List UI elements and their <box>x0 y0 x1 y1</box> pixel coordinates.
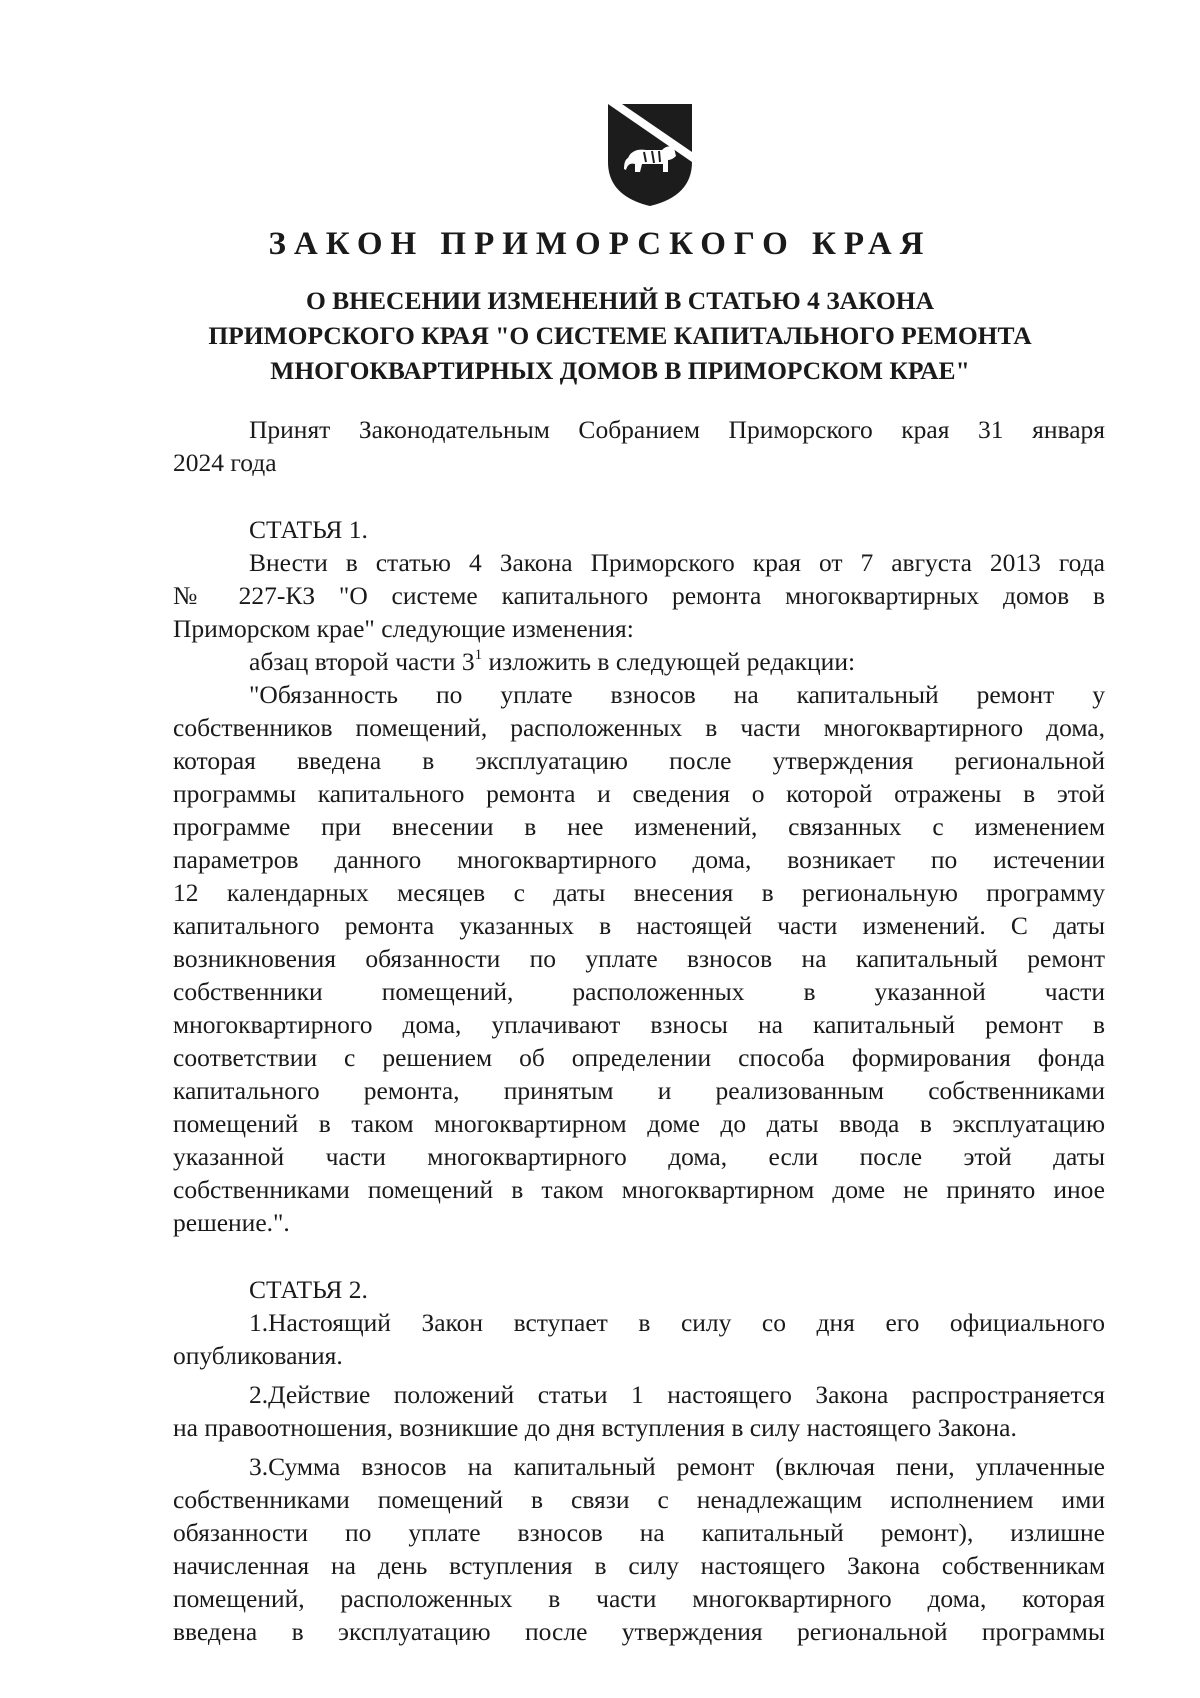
article-2-heading <box>173 1273 1105 1306</box>
subtitle-line: ПРИМОРСКОГО КРАЯ "О СИСТЕМЕ КАПИТАЛЬНОГО РЕМОНТА <box>208 321 1032 350</box>
change-text-post: изложить в следующей редакции: <box>482 647 856 676</box>
text-line: соответствии с решением об определении способа формирования фонда <box>173 1043 1105 1072</box>
text-line: 12 календарных месяцев с даты внесения в региональную программу <box>173 878 1105 907</box>
text-line: собственники помещений, расположенных в указанной части <box>173 977 1105 1006</box>
article-1-change <box>173 645 1105 678</box>
text-line: 2024 года <box>173 448 277 477</box>
text-line: на правоотношения, возникшие до дня вступления в силу настоящего Закона. <box>173 1413 1017 1442</box>
text-line: параметров данного многоквартирного дома, возникает по истечении <box>173 845 1105 874</box>
article-2-paragraph-2 <box>173 1378 1105 1444</box>
law-subtitle <box>160 283 1080 388</box>
text-line: собственников помещений, расположенных в части многоквартирного дома, <box>173 713 1105 742</box>
change-text-pre: абзац второй части 3 <box>249 647 475 676</box>
law-title: ЗАКОН ПРИМОРСКОГО КРАЯ <box>268 226 932 262</box>
heading-text: СТАТЬЯ 2. <box>249 1275 368 1304</box>
text-line: многоквартирного дома, уплачивают взносы на капитальный ремонт в <box>173 1010 1105 1039</box>
text-line: опубликования. <box>173 1341 343 1370</box>
text-line: 1.Настоящий Закон вступает в силу со дня его официального <box>249 1308 1105 1337</box>
heading-text: СТАТЬЯ 1. <box>249 515 368 544</box>
text-line: собственниками помещений в связи с ненадлежащим исполнением ими <box>173 1485 1105 1514</box>
text-line: помещений, расположенных в части многоквартирного дома, которая <box>173 1584 1105 1613</box>
text-line: которая введена в эксплуатацию после утверждения региональной <box>173 746 1105 775</box>
text-line: решение.". <box>173 1208 290 1237</box>
text-line: 2.Действие положений статьи 1 настоящего Закона распространяется <box>249 1380 1105 1409</box>
text-line: программы капитального ремонта и сведения о которой отражены в этой <box>173 779 1105 808</box>
text-line: капитального ремонта, принятым и реализованным собственниками <box>173 1076 1105 1105</box>
text-line: Внести в статью 4 Закона Приморского края от 7 августа 2013 года <box>249 548 1105 577</box>
text-line: возникновения обязанности по уплате взносов на капитальный ремонт <box>173 944 1105 973</box>
text-line: 3.Сумма взносов на капитальный ремонт (включая пени, уплаченные <box>249 1452 1105 1481</box>
text-line: капитального ремонта указанных в настоящей части изменений. С даты <box>173 911 1105 940</box>
text-line: Принят Законодательным Собранием Приморского края 31 января <box>249 415 1105 444</box>
document-body <box>173 413 1105 1648</box>
text-line: собственниками помещений в таком многоквартирном доме не принято иное <box>173 1175 1105 1204</box>
coat-of-arms-icon <box>602 100 698 210</box>
text-line: № 227-КЗ "О системе капитального ремонта многоквартирных домов в <box>173 581 1105 610</box>
article-2-paragraph-1 <box>173 1306 1105 1372</box>
article-1-heading <box>173 513 1105 546</box>
text-line: обязанности по уплате взносов на капитальный ремонт), излишне <box>173 1518 1105 1547</box>
part-superscript: 1 <box>474 647 483 663</box>
subtitle-line: О ВНЕСЕНИИ ИЗМЕНЕНИЙ В СТАТЬЮ 4 ЗАКОНА <box>305 286 935 315</box>
article-2-paragraph-3 <box>173 1450 1105 1648</box>
article-1-intro <box>173 546 1105 645</box>
text-line: Приморском крае" следующие изменения: <box>173 614 634 643</box>
text-line: программе при внесении в нее изменений, связанных с изменением <box>173 812 1105 841</box>
subtitle-line: МНОГОКВАРТИРНЫХ ДОМОВ В ПРИМОРСКОМ КРАЕ" <box>270 356 970 385</box>
text-line: "Обязанность по уплате взносов на капитальный ремонт у <box>249 680 1105 709</box>
text-line: введена в эксплуатацию после утверждения региональной программы <box>173 1617 1105 1646</box>
text-line: начисленная на день вступления в силу настоящего Закона собственникам <box>173 1551 1105 1580</box>
text-line: помещений в таком многоквартирном доме до даты ввода в эксплуатацию <box>173 1109 1105 1138</box>
adoption-statement <box>173 413 1105 479</box>
text-line: указанной части многоквартирного дома, если после этой даты <box>173 1142 1105 1171</box>
article-1-quote <box>173 678 1105 1239</box>
text-line <box>173 645 1105 678</box>
